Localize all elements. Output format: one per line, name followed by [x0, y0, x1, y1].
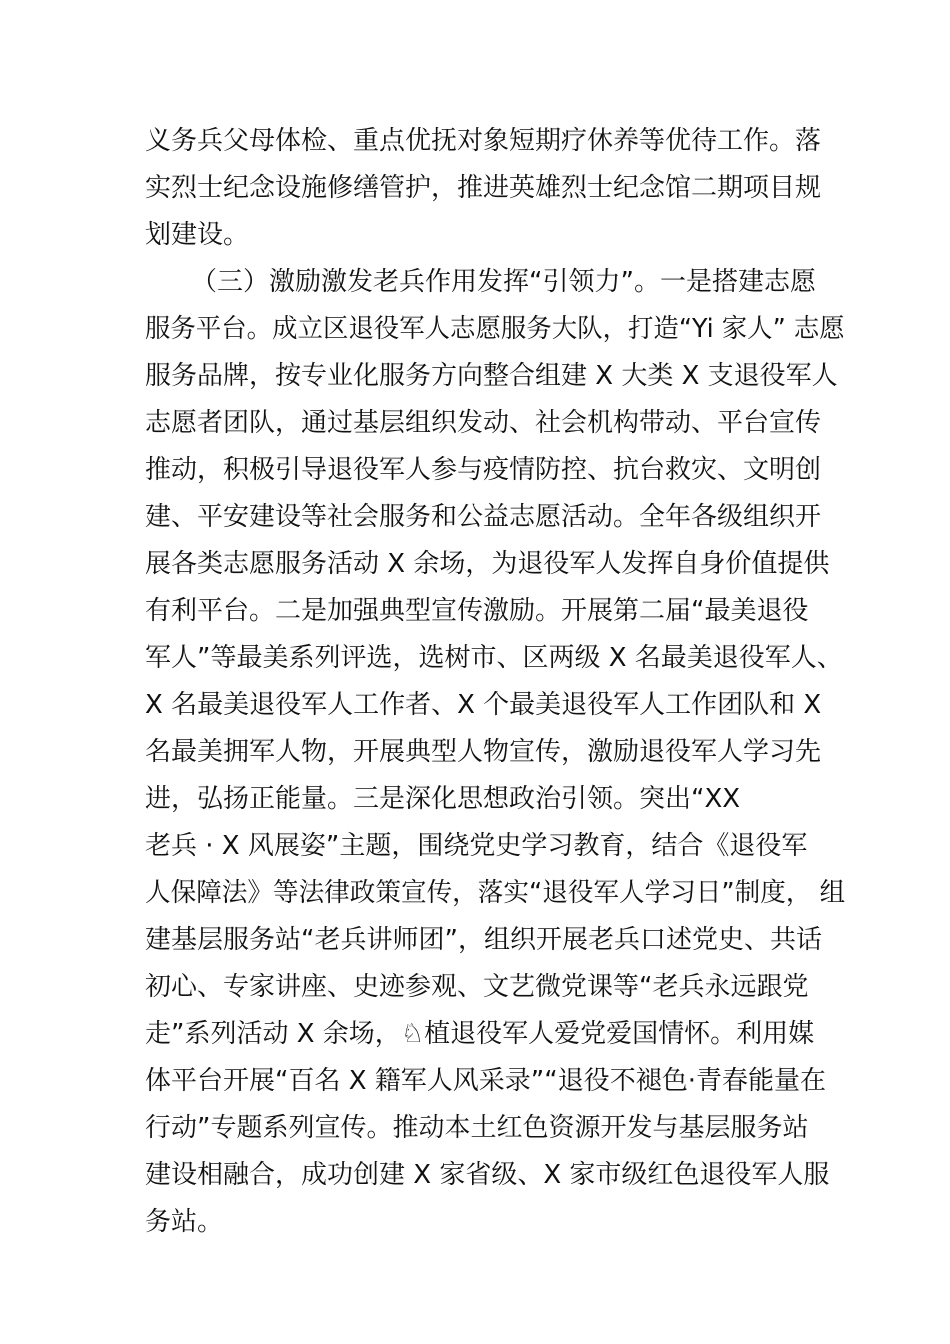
text-line: 走”系列活动 X 余场，♘植退役军人爱党爱国情怀。利用媒 — [145, 1019, 815, 1049]
text-line: 志愿者团队，通过基层组织发动、社会机构带动、平台宣传 — [145, 408, 822, 438]
text-line: 老兵 · X 风展姿”主题，围绕党史学习教育，结合《退役军 — [145, 831, 808, 861]
text-line: 行动”专题系列宣传。推动本土红色资源开发与基层服务站 — [145, 1113, 809, 1143]
text-line: 有利平台。二是加强典型宣传激励。开展第二届“最美退役 — [145, 596, 809, 626]
text-line: 初心、专家讲座、史迹参观、文艺微党课等“老兵永远跟党 — [145, 972, 809, 1002]
text-line: 人保障法》等法律政策宣传，落实“退役军人学习日”制度， 组 — [145, 878, 846, 908]
text-line: 服务品牌，按专业化服务方向整合组建 X 大类 X 支退役军人 — [145, 361, 838, 391]
text-line: 名最美拥军人物，开展典型人物宣传，激励退役军人学习先 — [145, 737, 822, 767]
text-line: （三）激励激发老兵作用发挥“引领力”。一是搭建志愿 — [191, 267, 816, 297]
text-line: X 名最美退役军人工作者、X 个最美退役军人工作团队和 X — [145, 690, 822, 720]
paragraph-2 — [145, 259, 846, 1293]
text-line: 服务平台。成立区退役军人志愿服务大队，打造“Yi 家人” 志愿 — [145, 314, 845, 344]
text-line: 建、平安建设等社会服务和公益志愿活动。全年各级组织开 — [145, 502, 822, 532]
text-line: 进，弘扬正能量。三是深化思想政治引领。突出“XX — [145, 784, 741, 814]
text-line: 体平台开展“百名 X 籍军人风采录”“退役不褪色·青春能量在 — [145, 1066, 827, 1096]
text-line — [145, 1246, 835, 1293]
text-line: 义务兵父母体检、重点优抚对象短期疗休养等优待工作。落 — [145, 126, 822, 156]
text-line: 划建设。 — [145, 220, 250, 250]
text-line: 务站。 — [145, 1207, 224, 1237]
body-text — [145, 118, 846, 1293]
text-line: 展各类志愿服务活动 X 余场，为退役军人发挥自身价值提供 — [145, 549, 830, 579]
text-line: 建基层服务站“老兵讲师团”，组织开展老兵口述党史、共话 — [145, 925, 822, 955]
paragraph-1 — [145, 118, 835, 259]
text-line: 推动，积极引导退役军人参与疫情防控、抗台救灾、文明创 — [145, 455, 822, 485]
text-line: 建设相融合，成功创建 X 家省级、X 家市级红色退役军人服 — [145, 1160, 830, 1190]
text-line: 军人”等最美系列评选，选树市、区两级 X 名最美退役军人、 — [145, 643, 843, 673]
text-line: 实烈士纪念设施修缮管护，推进英雄烈士纪念馆二期项目规 — [145, 173, 822, 203]
